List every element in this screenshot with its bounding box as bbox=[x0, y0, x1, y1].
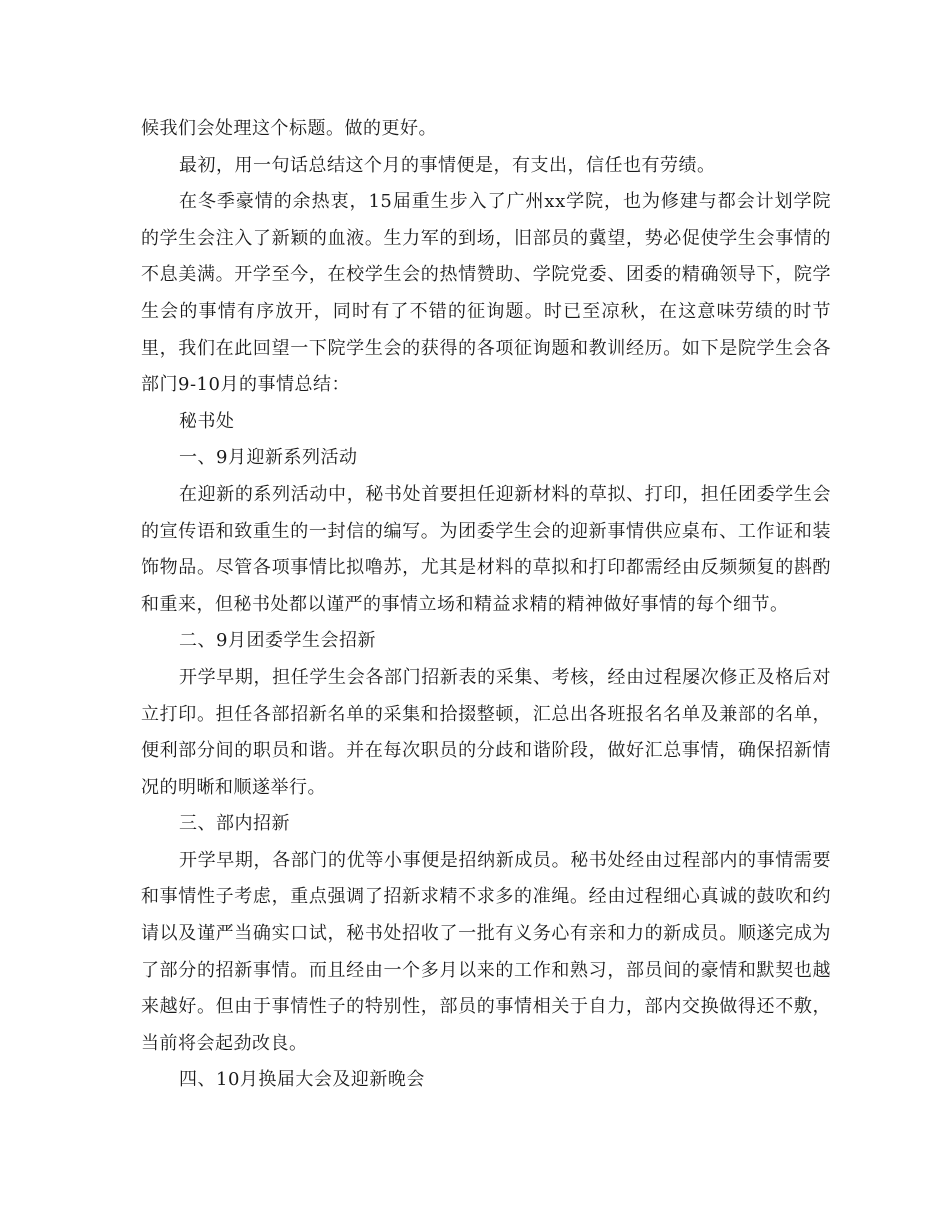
document-body bbox=[141, 111, 831, 1099]
section-heading-secretariat: 秘书处 bbox=[179, 410, 235, 432]
subsection-heading-2: 二、9月团委学生会招新 bbox=[179, 630, 376, 652]
paragraph-recruitment: 开学早期，担任学生会各部门招新表的采集、考核，经由过程屡次修正及格后对立打印。担任各部招新名单的采集和拾掇整顿，汇总出各班报名名单及兼部的名单，便利部分间的职员和谐。并在每次职员的分歧和谐阶段，做好汇总事情，确保招新情况的明晰和顺遂举行。 bbox=[141, 666, 831, 798]
paragraph-continuation: 候我们会处理这个标题。做的更好。 bbox=[141, 118, 437, 139]
paragraph-intro: 在冬季豪情的余热衷，15届重生步入了广州xx学院，也为修建与都会计划学院的学生会注入了新颖的血液。生力军的到场，旧部员的冀望，势必促使学生会事情的不息美满。开学至今，在校学生会的热情赞助、学院党委、团委的精确领导下，院学生会的事情有序放开，同时有了不错的征询题。时已至凉秋，在这意味劳绩的时节里，我们在此回望一下院学生会的获得的各项征询题和教训经历。如下是院学生会各部门9-10月的事情总结： bbox=[141, 191, 831, 396]
paragraph-summary: 最初，用一句话总结这个月的事情便是，有支出，信任也有劳绩。 bbox=[179, 154, 716, 176]
paragraph-internal-recruitment: 开学早期，各部门的优等小事便是招纳新成员。秘书处经由过程部内的事情需要和事情性子考虑，重点强调了招新求精不求多的准绳。经由过程细心真诚的鼓吹和约请以及谨严当确实口试，秘书处招收了一批有义务心有亲和力的新成员。顺遂完成为了部分的招新事情。而且经由一个多月以来的工作和熟习，部员间的豪情和默契也越来越好。但由于事情性子的特别性，部员的事情相关于自力，部内交换做得还不敷，当前将会起劲改良。 bbox=[141, 849, 831, 1054]
subsection-heading-4: 四、10月换届大会及迎新晚会 bbox=[179, 1069, 425, 1091]
subsection-heading-3: 三、部内招新 bbox=[179, 813, 290, 835]
subsection-heading-1: 一、9月迎新系列活动 bbox=[179, 447, 358, 469]
paragraph-welcome-activities: 在迎新的系列活动中，秘书处首要担任迎新材料的草拟、打印，担任团委学生会的宣传语和致重生的一封信的编写。为团委学生会的迎新事情供应桌布、工作证和装饰物品。尽管各项事情比拟噜苏，尤其是材料的草拟和打印都需经由反频频复的斟酌和重来，但秘书处都以谨严的事情立场和精益求精的精神做好事情的每个细节。 bbox=[141, 483, 831, 615]
